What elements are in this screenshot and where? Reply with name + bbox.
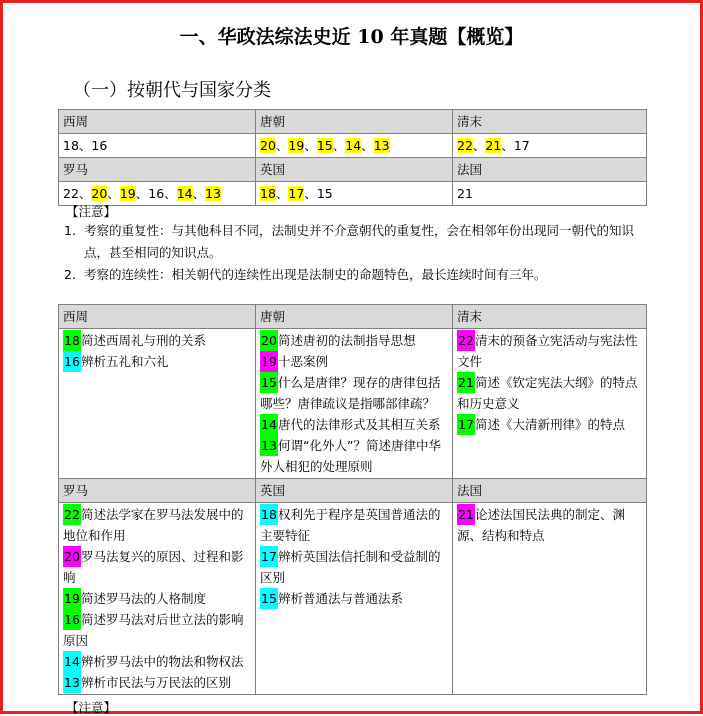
table-header-cell: 清末 (453, 110, 647, 134)
note-text: 考察的连续性：相关朝代的连续性出现是法制史的命题特色，最长连续时间有三年。 (84, 267, 547, 282)
year-text: 16 (148, 186, 165, 201)
table-header-cell: 法国 (453, 158, 647, 182)
topic-item (63, 330, 251, 351)
topic-item (457, 330, 642, 372)
year-badge: 18 (63, 330, 81, 351)
highlighted-year: 20 (260, 138, 276, 153)
topic-text: 简述《大清新刑律》的特点 (475, 417, 626, 432)
highlighted-year: 18 (260, 186, 276, 201)
topic-cell (453, 503, 647, 695)
highlighted-year: 14 (345, 138, 362, 153)
topic-text: 简述《钦定宪法大纲》的特点和历史意义 (457, 375, 638, 411)
year-badge: 19 (260, 351, 278, 372)
year-text: 、 (501, 138, 514, 153)
topic-item (260, 351, 448, 372)
year-cell (453, 182, 647, 206)
section-heading: （一）按朝代与国家分类 (73, 80, 271, 101)
year-cell (256, 182, 453, 206)
page-title: 一、华政法综法史近 10 年真题【概览】 (179, 26, 524, 48)
highlighted-year: 14 (176, 186, 193, 201)
highlighted-year: 17 (288, 186, 305, 201)
year-badge: 15 (260, 372, 278, 393)
year-text: 、 (164, 186, 177, 201)
table-header-row (59, 110, 647, 134)
year-badge: 17 (260, 546, 278, 567)
year-text: 16 (91, 138, 108, 153)
note-item (64, 264, 644, 286)
topic-text: 简述唐初的法制指导思想 (278, 333, 416, 348)
year-text: 、 (361, 138, 374, 153)
highlighted-year: 19 (119, 186, 136, 201)
year-text: 22 (63, 186, 79, 201)
table-row (59, 134, 647, 158)
table-header-cell: 西周 (59, 110, 256, 134)
topic-item (63, 651, 251, 672)
year-text: 15 (316, 186, 333, 201)
year-text: 、 (304, 138, 317, 153)
table-header-cell: 罗马 (59, 158, 256, 182)
topic-text: 辨析市民法与万民法的区别 (81, 675, 232, 690)
year-badge: 16 (63, 609, 81, 630)
topic-text: 权利先于程序是英国普通法的主要特征 (260, 507, 441, 543)
topic-text: 简述罗马法的人格制度 (81, 591, 207, 606)
table-header-cell: 西周 (59, 305, 256, 329)
year-badge: 15 (260, 588, 278, 609)
year-badge: 17 (457, 414, 475, 435)
note-item (64, 220, 644, 264)
table-row (59, 182, 647, 206)
year-text: 、 (332, 138, 346, 153)
topic-cell (453, 329, 647, 479)
table-header-cell: 英国 (256, 158, 453, 182)
topic-item (63, 588, 251, 609)
topic-cell (256, 329, 453, 479)
year-text: 、 (472, 138, 486, 153)
note-text: 考察的重复性：与其他科目不同，法制史并不介意朝代的重复性，会在相邻年份出现同一朝代的知识点，甚至相同的知识点。 (84, 223, 635, 260)
table-header-cell: 法国 (453, 479, 647, 503)
highlighted-year: 21 (485, 138, 502, 153)
topic-cell (59, 503, 256, 695)
topic-cell (59, 329, 256, 479)
year-text: 、 (135, 186, 149, 201)
topic-text: 辨析普通法与普通法系 (278, 591, 404, 606)
year-cell (256, 134, 453, 158)
table-header-row (59, 479, 647, 503)
table-header-cell: 清末 (453, 305, 647, 329)
topic-item (63, 546, 251, 588)
topic-text: 什么是唐律？现存的唐律包括哪些？唐律疏议是指哪部律疏？ (260, 375, 441, 411)
highlighted-year: 22 (457, 138, 473, 153)
year-text: 、 (78, 138, 92, 153)
topic-item (260, 414, 448, 435)
note-label-2: 【注意】 (66, 700, 117, 715)
topic-item (260, 435, 448, 477)
highlighted-year: 20 (91, 186, 108, 201)
table-row (59, 503, 647, 695)
year-badge: 20 (260, 330, 278, 351)
year-text: 、 (275, 138, 289, 153)
year-badge: 19 (63, 588, 81, 609)
dynasty-year-table (58, 109, 647, 206)
year-text: 、 (304, 186, 317, 201)
year-text: 21 (457, 186, 473, 201)
topic-item (260, 546, 448, 588)
year-badge: 13 (63, 672, 81, 693)
topic-item (457, 372, 642, 414)
year-badge: 14 (260, 414, 278, 435)
table-header-cell: 英国 (256, 479, 453, 503)
year-badge: 13 (260, 435, 278, 456)
year-badge: 18 (260, 504, 278, 525)
highlighted-year: 13 (373, 138, 390, 153)
topic-text: 辨析罗马法中的物法和物权法 (81, 654, 244, 669)
year-badge: 21 (457, 504, 475, 525)
topic-text: 唐代的法律形式及其相互关系 (278, 417, 441, 432)
topic-item (260, 372, 448, 414)
note-number: 2. (64, 267, 76, 282)
topic-text: 论述法国民法典的制定、渊源、结构和特点 (457, 507, 626, 543)
year-cell (453, 134, 647, 158)
topic-item (260, 330, 448, 351)
year-text: 18 (63, 138, 79, 153)
topic-text: 简述西周礼与刑的关系 (81, 333, 207, 348)
table-header-row (59, 158, 647, 182)
topic-item (63, 351, 251, 372)
highlighted-year: 19 (288, 138, 305, 153)
topic-item (260, 588, 448, 609)
highlighted-year: 13 (205, 186, 222, 201)
table-header-cell: 唐朝 (256, 305, 453, 329)
note-number: 1. (64, 223, 76, 238)
year-text: 、 (192, 186, 206, 201)
year-badge: 22 (63, 504, 81, 525)
dynasty-topic-table (58, 304, 647, 695)
topic-item (63, 672, 251, 693)
table-header-cell: 罗马 (59, 479, 256, 503)
year-text: 、 (275, 186, 289, 201)
year-cell (59, 134, 256, 158)
topic-item (260, 504, 448, 546)
year-badge: 21 (457, 372, 475, 393)
table-row (59, 329, 647, 479)
notes-list (64, 220, 644, 286)
year-text: 、 (78, 186, 92, 201)
topic-text: 简述法学家在罗马法发展中的地位和作用 (63, 507, 244, 543)
year-text: 17 (513, 138, 530, 153)
topic-text: 辨析英国法信托制和受益制的区别 (260, 549, 441, 585)
year-badge: 22 (457, 330, 475, 351)
topic-text: 清末的预备立宪活动与宪法性文件 (457, 333, 638, 369)
topic-text: 简述罗马法对后世立法的影响原因 (63, 612, 244, 648)
topic-item (457, 414, 642, 435)
table-header-row (59, 305, 647, 329)
highlighted-year: 15 (316, 138, 333, 153)
topic-item (457, 504, 642, 546)
topic-text: 十恶案例 (278, 354, 329, 369)
topic-cell (256, 503, 453, 695)
year-text: 、 (107, 186, 120, 201)
note-label: 【注意】 (66, 204, 117, 219)
table-header-cell: 唐朝 (256, 110, 453, 134)
topic-item (63, 504, 251, 546)
year-badge: 14 (63, 651, 81, 672)
topic-item (63, 609, 251, 651)
year-badge: 20 (63, 546, 81, 567)
topic-text: 罗马法复兴的原因、过程和影响 (63, 549, 244, 585)
topic-text: 何谓“化外人”？简述唐律中华外人相犯的处理原则 (260, 438, 441, 474)
year-badge: 16 (63, 351, 81, 372)
topic-text: 辨析五礼和六礼 (81, 354, 169, 369)
